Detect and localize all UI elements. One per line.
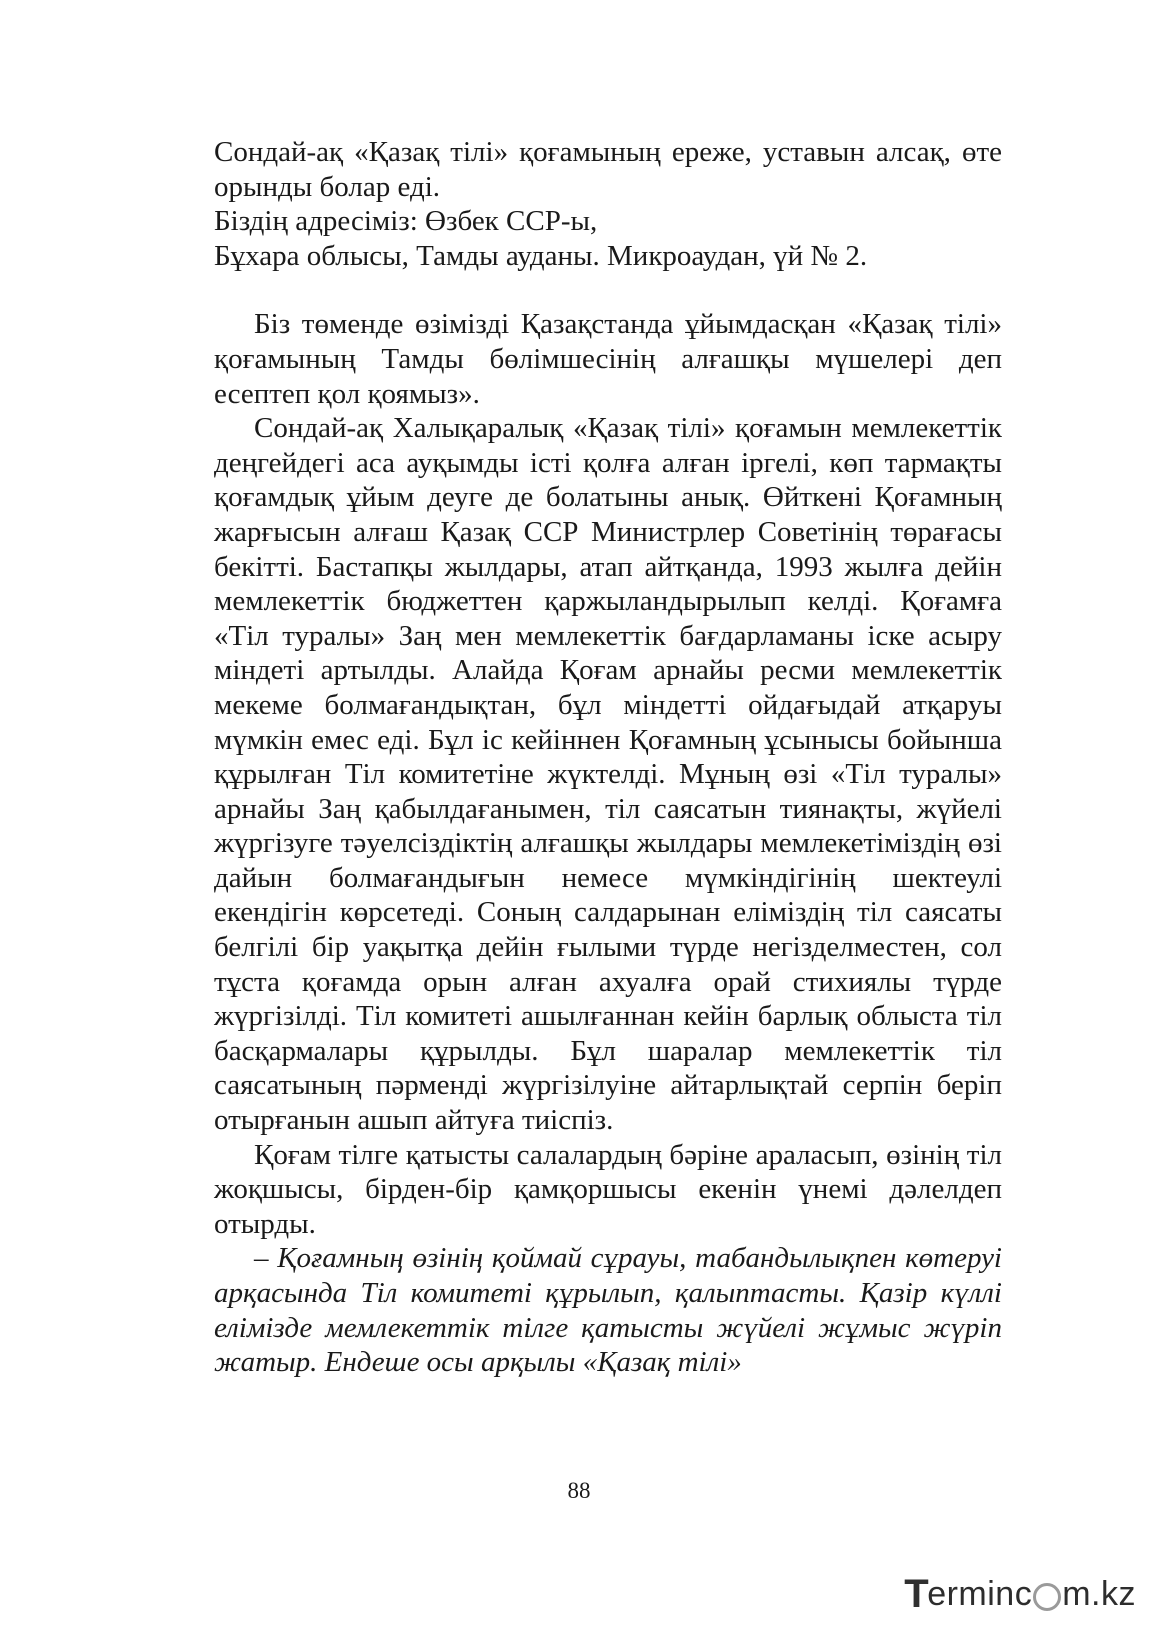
watermark-part-2: m.kz xyxy=(1062,1575,1136,1613)
paragraph-2: Біз төменде өзімізді Қазақстанда ұйымдасқан «Қазақ тілі» қоғамының Тамды бөлімшесінің алғашқы мүшелері деп есептеп қол қоямыз». xyxy=(214,308,1002,410)
watermark-logo xyxy=(904,1572,1136,1617)
paragraph-1: Сондай-ақ «Қазақ тілі» қоғамының ереже, уставын алсақ, өте орынды болар еді. xyxy=(214,136,1002,203)
watermark-o-ring-icon xyxy=(1033,1583,1061,1611)
address-line-1: Біздің адресіміз: Өзбек ССР-ы, xyxy=(214,205,598,238)
paragraph-5-quote: – Қоғамның өзінің қоймай сұрауы, табандылықпен көтеруі арқасында Тіл комитеті құрылып, қалыптасты. Қазір күллі елімізде мемлекеттік тілге қатысты жүйелі жұмыс жүріп жатыр. Ендеше осы арқылы «Қазақ тілі» xyxy=(214,1242,1002,1379)
page-text xyxy=(214,135,1002,1380)
watermark-t-glyph: T xyxy=(904,1572,930,1616)
paragraph-4: Қоғам тілге қатысты салалардың бәріне араласып, өзінің тіл жоқшысы, бірден-бір қамқоршысы екенін үнемі дәлелдеп отырды. xyxy=(214,1138,1002,1240)
address-line-2: Бұхара облысы, Тамды ауданы. Микроаудан, үй № 2. xyxy=(214,239,868,272)
paragraph-3: Сондай-ақ Халықаралық «Қазақ тілі» қоғамын мемлекеттік деңгейдегі аса ауқымды істі қолға алған іргелі, көп тармақты қоғамдық ұйым деуге де болатыны анық. Өйткені Қоғамның жарғысын алғаш Қазақ ССР Министрлер Советінің төрағасы бекітті. Бастапқы жылдары, атап айтқанда, 1993 жылға дейін мемлекеттік бюджеттен қаржыландырылып келді. Қоғамға «Тіл туралы» Заң мен мемлекеттік бағдарламаны іске асыру міндеті артылды. Алайда Қоғам арнайы ресми мемлекеттік мекеме болмағандықтан, бұл міндетті ойдағыдай атқаруы мүмкін емес еді. Бұл іс кейіннен Қоғамның ұсынысы бойынша құрылған Тіл комитетіне жүктелді. Мұның өзі «Тіл туралы» арнайы Заң қабылдағанымен, тіл саясатын тиянақты, жүйелі жүргізуге тәуелсіздіктің алғашқы жылдары мемлекетіміздің өзі дайын болмағандығын немесе мүмкіндігінің шектеулі екендігін көрсетеді. Соның салдарынан еліміздің тіл саясаты белгілі бір уақытқа дейін ғылыми түрде негізделместен, сол тұста қоғамда орын алған ахуалға орай стихиялы түрде жүргізілді. Тіл комитеті ашылғаннан кейін барлық облыста тіл басқармалары құрылды. Бұл шаралар мемлекеттік тіл саясатының пәрменді жүргізілуіне айтарлықтай серпін беріп отырғанын ашып айтуға тиіспіз. xyxy=(214,412,1002,1137)
page-number: 88 xyxy=(567,1478,591,1503)
paragraph-gap xyxy=(214,273,1002,307)
watermark-part-1: erminc xyxy=(927,1575,1033,1613)
address-block xyxy=(214,204,1002,273)
